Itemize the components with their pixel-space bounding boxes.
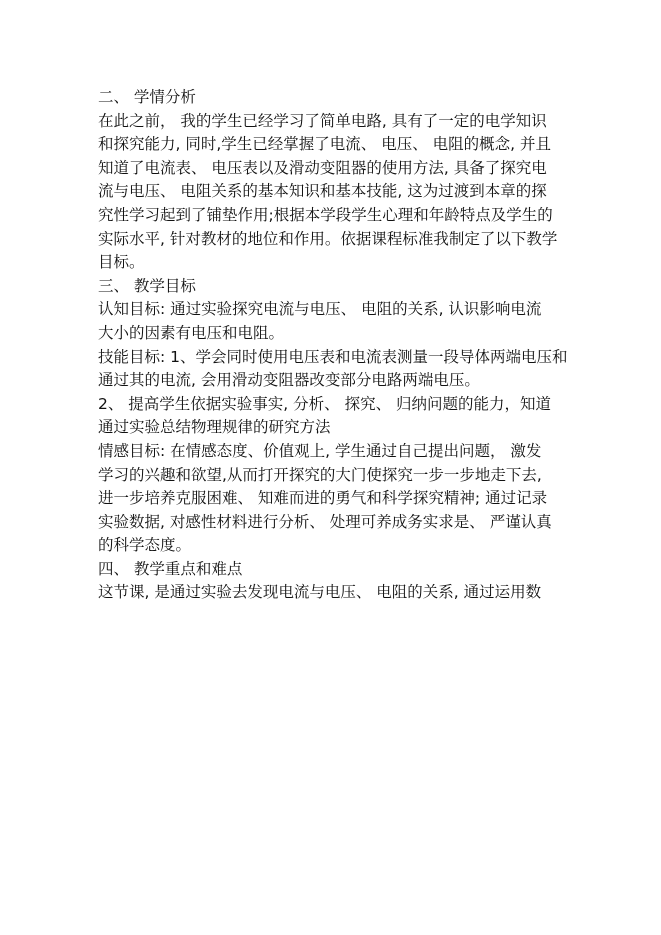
paragraph-line: 流与电压、 电阻关系的基本知识和基本技能, 这为过渡到本章的探: [98, 182, 547, 201]
paragraph-line: 究性学习起到了铺垫作用;根据本学段学生心理和年龄特点及学生的: [98, 205, 553, 224]
paragraph-line: 技能目标: 1、学会同时使用电压表和电流表测量一段导体两端电压和: [98, 347, 568, 366]
paragraph-line: 通过其的电流, 会用滑动变阻器改变部分电路两端电压。: [98, 371, 480, 390]
paragraph-line: 实际水平, 针对教材的地位和作用。依据课程标准我制定了以下教学: [98, 229, 558, 248]
paragraph-line: 通过实验总结物理规律的研究方法: [98, 418, 331, 437]
section-heading-key-points: 四、 教学重点和难点: [98, 559, 243, 578]
paragraph-line: 学习的兴趣和欲望,从而打开探究的大门使探究一步一步地走下去,: [98, 465, 542, 484]
paragraph-line: 的科学态度。: [98, 536, 192, 555]
paragraph-line: 实验数据, 对感性材料进行分析、 处理可养成务实求是、 严谨认真: [98, 512, 552, 531]
paragraph-line: 和探究能力, 同时,学生已经掌握了电流、 电压、 电阻的概念, 并且: [98, 135, 551, 154]
paragraph-line: 大小的因素有电压和电阻。: [98, 323, 285, 342]
paragraph-line: 情感目标: 在情感态度、价值观上, 学生通过自己提出问题， 激发: [98, 441, 542, 460]
section-heading-teaching-goals: 三、 教学目标: [98, 276, 196, 295]
paragraph-line: 认知目标: 通过实验探究电流与电压、 电阻的关系, 认识影响电流: [98, 300, 542, 319]
paragraph-line: 知道了电流表、 电压表以及滑动变阻器的使用方法, 具备了探究电: [98, 158, 547, 177]
section-heading-learning-analysis: 二、 学情分析: [98, 88, 196, 106]
paragraph-line: 2、 提高学生依据实验事实, 分析、 探究、 归纳问题的能力，知道: [98, 394, 551, 413]
document-body: [98, 86, 568, 605]
paragraph-line: 进一步培养克服困难、 知难而进的勇气和科学探究精神; 通过记录: [98, 489, 548, 508]
paragraph-line: 目标。: [98, 253, 145, 272]
paragraph-line: 在此之前， 我的学生已经学习了简单电路, 具有了一定的电学知识: [98, 111, 547, 130]
paragraph-line: 这节课, 是通过实验去发现电流与电压、 电阻的关系, 通过运用数: [98, 583, 542, 602]
